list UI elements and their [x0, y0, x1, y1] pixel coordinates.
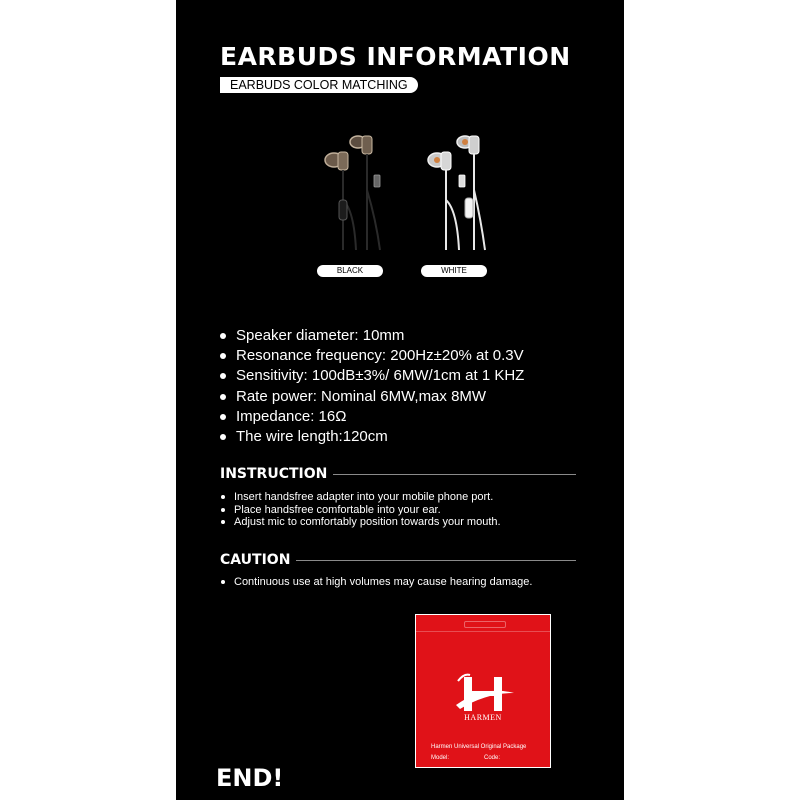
spec-speaker-diameter: Speaker diameter: 10mm	[220, 326, 524, 346]
spec-rate-power: Rate power: Nominal 6MW,max 8MW	[220, 387, 524, 407]
spec-list	[220, 326, 524, 447]
white-earbuds-image	[421, 130, 511, 280]
color-label-white: WHITE	[421, 265, 487, 277]
instruction-heading	[220, 466, 576, 482]
spec-wire-length: The wire length:120cm	[220, 427, 524, 447]
caution-title: CAUTION	[220, 552, 296, 568]
caution-heading	[220, 552, 576, 568]
caution-list	[220, 576, 532, 589]
harmen-h-logo-icon	[450, 663, 520, 733]
instruction-list	[220, 491, 501, 529]
package-model-label: Model:	[431, 755, 450, 761]
caution-item: Continuous use at high volumes may cause hearing damage.	[220, 576, 532, 589]
spec-sensitivity: Sensitivity: 100dB±3%/ 6MW/1cm at 1 KHZ	[220, 366, 524, 386]
color-label-black: BLACK	[317, 265, 383, 277]
product-info-panel	[176, 0, 624, 800]
package-image	[415, 614, 551, 768]
black-earbuds-image	[314, 130, 404, 280]
package-seam	[416, 631, 550, 632]
instruction-item: Adjust mic to comfortably position towards your mouth.	[220, 516, 501, 529]
color-matching-subtitle: EARBUDS COLOR MATCHING	[220, 77, 418, 93]
spec-impedance: Impedance: 16Ω	[220, 407, 524, 427]
instruction-title: INSTRUCTION	[220, 466, 333, 482]
instruction-item: Insert handsfree adapter into your mobile phone port.	[220, 491, 501, 504]
spec-resonance-frequency: Resonance frequency: 200Hz±20% at 0.3V	[220, 346, 524, 366]
page-title: EARBUDS INFORMATION	[220, 42, 571, 71]
end-text: END!	[216, 764, 284, 792]
package-code-label: Code:	[484, 755, 501, 761]
package-hang-hole	[464, 621, 506, 628]
instruction-item: Place handsfree comfortable into your ear.	[220, 504, 501, 517]
package-description: Harmen Universal Original Package	[431, 744, 527, 750]
package-brand: HARMEN	[464, 713, 502, 722]
